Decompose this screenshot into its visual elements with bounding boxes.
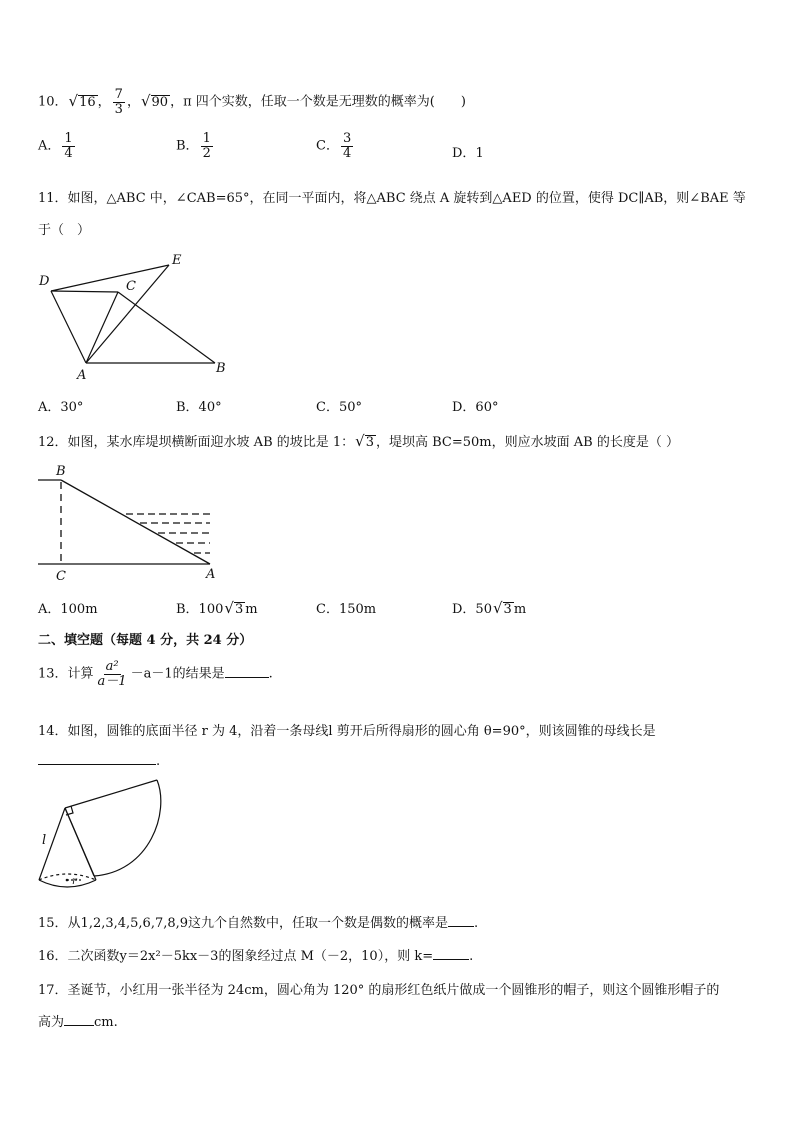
label-l: l [42, 833, 47, 848]
q17-stem-line2: 高为 cm. [38, 1015, 118, 1030]
section-title: 二、填空题（每题 4 分，共 24 分） [38, 633, 253, 648]
line-CB [118, 292, 215, 363]
q11-stem-line1: 11．如图，△ABC 中，∠CAB=65°，在同一平面内，将△ABC 绕点 A 旋转到△AED 的位置，使得 DC∥AB，则∠BAE 等 [38, 191, 746, 206]
q10-fraction: $\frac{7}{3}$ [114, 87, 123, 117]
q11-option-c: C．50° [316, 400, 362, 415]
q13-stem: 13．计算 $\frac{\text{a²}}{a-1}$ －a－1的结果是 . [38, 659, 273, 689]
base-center [66, 879, 69, 882]
answer-blank [448, 914, 474, 927]
q14-blank-line: . [38, 752, 160, 769]
q15-stem: 15．从1,2,3,4,5,6,7,8,9这九个自然数中，任取一个数是偶数的概率是 . [38, 916, 479, 931]
answer-blank [64, 1013, 94, 1026]
q14-stem: 14．如图，圆锥的底面半径 r 为 4，沿着一条母线l 剪开后所得扇形的圆心角 θ=90°，则该圆锥的母线长是 [38, 724, 656, 739]
q10-option-d: D．1 [452, 146, 484, 161]
q12-option-a: A．100m [38, 602, 98, 617]
label-A: A [206, 567, 216, 582]
q11-option-d: D．60° [452, 400, 499, 415]
sector-radius-1 [65, 780, 157, 808]
q16-stem: 16．二次函数y＝2x²－5kx－3的图象经过点 M（－2，10），则 k= . [38, 949, 474, 964]
q14-figure [30, 772, 170, 896]
q12-stem: 12．如图，某水库堤坝横断面迎水坡 AB 的坡比是 1：√3 ，堤坝高 BC=50m，则应水坡面 AB 的长度是（ ） [38, 432, 679, 450]
label-B: B [216, 361, 226, 376]
q10-stem: 10．√16 ， $\frac{7}{3}$ ，√90 ，π 四个实数，任取一个数是无理数的概率为( ) [38, 87, 466, 117]
label-E: E [172, 253, 182, 268]
label-r: r [72, 876, 77, 887]
line-DA [51, 291, 86, 363]
q10-option-b: B． $\frac{1}{2}$ [176, 131, 211, 161]
q10-sqrt-90: 90 [151, 94, 169, 110]
line-DE [51, 265, 169, 291]
answer-blank [38, 752, 156, 765]
q11-option-a: A．30° [38, 400, 84, 415]
answer-blank [225, 665, 269, 678]
radical-sign: √ [140, 91, 151, 110]
q11-stem-line2: 于（ ） [38, 223, 91, 238]
q12-option-b: B．100√3 m [176, 599, 258, 617]
q10-text: ，π 四个实数，任取一个数是无理数的概率为( ) [170, 94, 466, 110]
answer-blank [433, 947, 469, 960]
line-DC [51, 291, 118, 292]
q12-option-d: D．50√3 m [452, 599, 527, 617]
label-C: C [126, 279, 136, 294]
line-CA [86, 292, 118, 363]
q10-sqrt-16: 16 [79, 94, 96, 110]
q12-sqrt-3: 3 [365, 435, 374, 450]
radical-sign: √ [68, 91, 79, 110]
q11-figure [30, 248, 240, 383]
q12-figure [30, 462, 230, 584]
q12-option-c: C．150m [316, 602, 377, 617]
q10-option-c: C． $\frac{3}{4}$ [316, 131, 352, 161]
label-C: C [56, 569, 66, 584]
label-B: B [56, 464, 66, 479]
q10-number: 10． [38, 94, 68, 110]
sector-radius-2 [65, 808, 94, 876]
q11-option-b: B．40° [176, 400, 222, 415]
label-D: D [39, 274, 50, 289]
slope-AB [61, 480, 210, 564]
q10-option-a: A． $\frac{1}{4}$ [38, 131, 73, 161]
sector-arc [94, 780, 161, 876]
q17-stem-line1: 17．圣诞节，小红用一张半径为 24cm，圆心角为 120° 的扇形红色纸片做成一个圆锥形的帽子，则这个圆锥形帽子的 [38, 983, 720, 998]
label-A: A [77, 368, 87, 383]
